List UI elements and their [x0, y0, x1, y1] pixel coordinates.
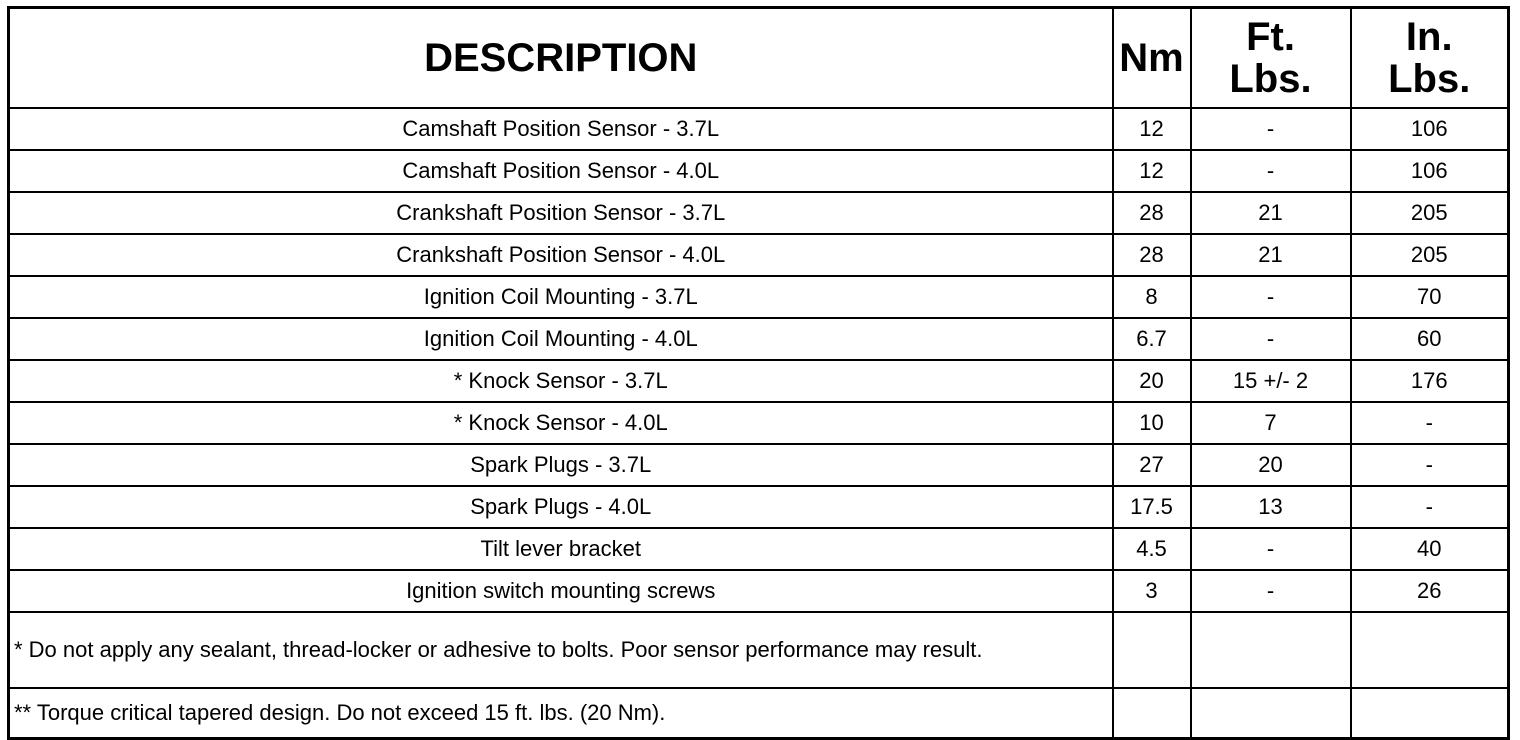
- cell-nm: 12: [1113, 150, 1191, 192]
- cell-nm: 6.7: [1113, 318, 1191, 360]
- cell-ft-lbs: 21: [1191, 234, 1351, 276]
- cell-nm: 20: [1113, 360, 1191, 402]
- header-description: DESCRIPTION: [9, 8, 1113, 109]
- cell-ft-lbs: -: [1191, 150, 1351, 192]
- cell-in-lbs: 205: [1351, 192, 1509, 234]
- cell-description: Camshaft Position Sensor - 3.7L: [9, 108, 1113, 150]
- cell-nm: 8: [1113, 276, 1191, 318]
- cell-ft-lbs: 15 +/- 2: [1191, 360, 1351, 402]
- header-in-lbs: [1351, 8, 1509, 109]
- cell-description: Ignition switch mounting screws: [9, 570, 1113, 612]
- table-row: [9, 276, 1509, 318]
- cell-description: Crankshaft Position Sensor - 3.7L: [9, 192, 1113, 234]
- note-empty-cell: [1351, 612, 1509, 688]
- cell-description: * Knock Sensor - 3.7L: [9, 360, 1113, 402]
- cell-nm: 27: [1113, 444, 1191, 486]
- header-row: [9, 8, 1509, 109]
- table-row: [9, 402, 1509, 444]
- note-row: [9, 612, 1509, 688]
- cell-in-lbs: 70: [1351, 276, 1509, 318]
- cell-ft-lbs: 13: [1191, 486, 1351, 528]
- cell-description: Crankshaft Position Sensor - 4.0L: [9, 234, 1113, 276]
- table-row: [9, 234, 1509, 276]
- cell-nm: 17.5: [1113, 486, 1191, 528]
- cell-description: Ignition Coil Mounting - 4.0L: [9, 318, 1113, 360]
- cell-description: * Knock Sensor - 4.0L: [9, 402, 1113, 444]
- cell-in-lbs: 40: [1351, 528, 1509, 570]
- table-row: [9, 528, 1509, 570]
- cell-in-lbs: 60: [1351, 318, 1509, 360]
- cell-ft-lbs: 20: [1191, 444, 1351, 486]
- note-empty-cell: [1113, 688, 1191, 739]
- cell-in-lbs: -: [1351, 402, 1509, 444]
- note-empty-cell: [1113, 612, 1191, 688]
- table-row: [9, 192, 1509, 234]
- note-empty-cell: [1351, 688, 1509, 739]
- cell-nm: 10: [1113, 402, 1191, 444]
- table-row: [9, 486, 1509, 528]
- table-row: [9, 108, 1509, 150]
- cell-in-lbs: -: [1351, 444, 1509, 486]
- table-row: [9, 570, 1509, 612]
- note-empty-cell: [1191, 688, 1351, 739]
- cell-in-lbs: 106: [1351, 150, 1509, 192]
- note-sealant: * Do not apply any sealant, thread-locker or adhesive to bolts. Poor sensor performance may result.: [9, 612, 1113, 688]
- note-empty-cell: [1191, 612, 1351, 688]
- table-row: [9, 150, 1509, 192]
- table-row: [9, 360, 1509, 402]
- table-row: [9, 318, 1509, 360]
- header-nm: Nm: [1113, 8, 1191, 109]
- cell-description: Ignition Coil Mounting - 3.7L: [9, 276, 1113, 318]
- cell-in-lbs: 26: [1351, 570, 1509, 612]
- cell-ft-lbs: -: [1191, 318, 1351, 360]
- cell-ft-lbs: 7: [1191, 402, 1351, 444]
- cell-nm: 4.5: [1113, 528, 1191, 570]
- header-ft-lbs: [1191, 8, 1351, 109]
- cell-nm: 12: [1113, 108, 1191, 150]
- cell-ft-lbs: -: [1191, 108, 1351, 150]
- header-ft-lbs-label: Ft. Lbs.: [1229, 15, 1312, 101]
- cell-in-lbs: 106: [1351, 108, 1509, 150]
- note-torque-critical: ** Torque critical tapered design. Do not exceed 15 ft. lbs. (20 Nm).: [9, 688, 1113, 739]
- cell-in-lbs: 205: [1351, 234, 1509, 276]
- cell-ft-lbs: 21: [1191, 192, 1351, 234]
- cell-ft-lbs: -: [1191, 276, 1351, 318]
- cell-nm: 3: [1113, 570, 1191, 612]
- cell-nm: 28: [1113, 234, 1191, 276]
- cell-description: Spark Plugs - 4.0L: [9, 486, 1113, 528]
- cell-ft-lbs: -: [1191, 570, 1351, 612]
- cell-in-lbs: -: [1351, 486, 1509, 528]
- cell-nm: 28: [1113, 192, 1191, 234]
- cell-ft-lbs: -: [1191, 528, 1351, 570]
- note-row: [9, 688, 1509, 739]
- cell-in-lbs: 176: [1351, 360, 1509, 402]
- table-row: [9, 444, 1509, 486]
- cell-description: Spark Plugs - 3.7L: [9, 444, 1113, 486]
- header-in-lbs-label: In. Lbs.: [1388, 15, 1471, 101]
- cell-description: Camshaft Position Sensor - 4.0L: [9, 150, 1113, 192]
- cell-description: Tilt lever bracket: [9, 528, 1113, 570]
- torque-spec-table: [7, 6, 1510, 740]
